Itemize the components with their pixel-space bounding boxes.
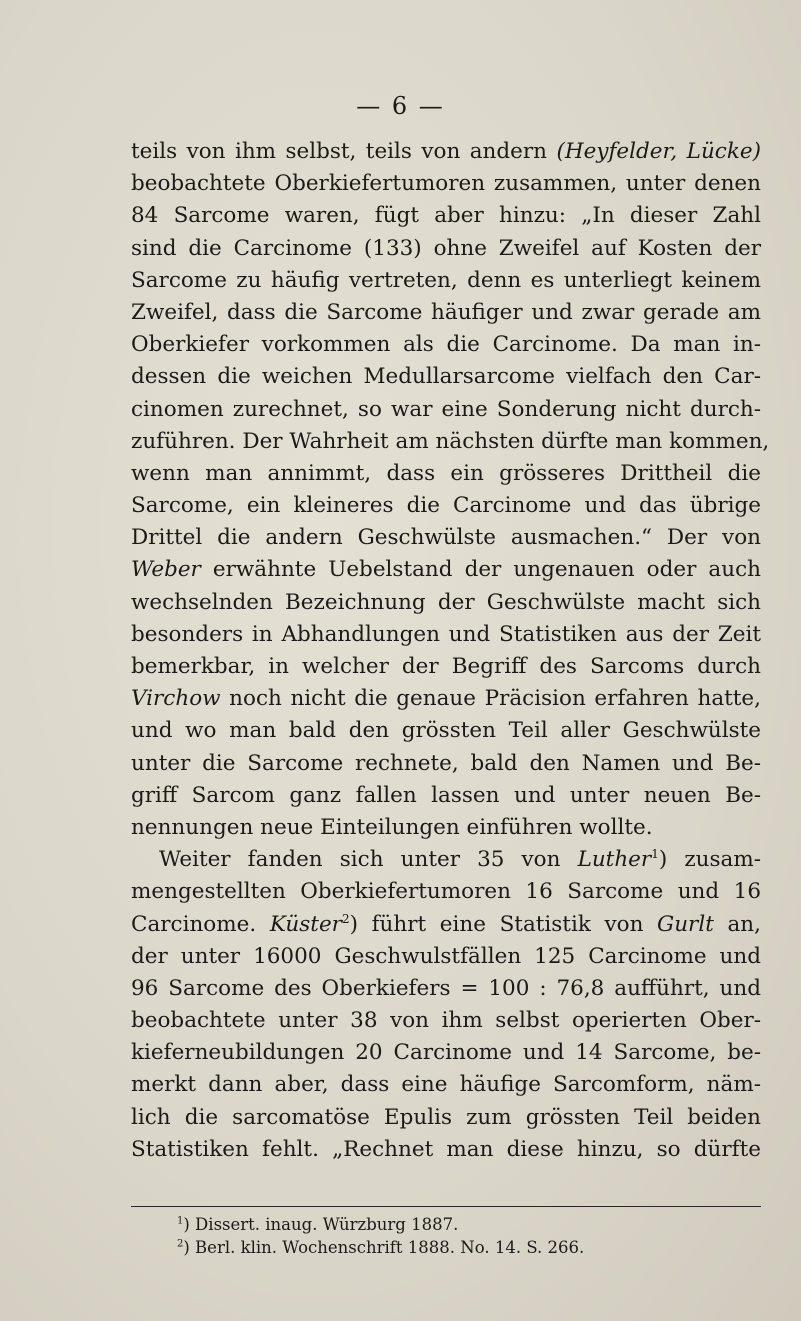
footnote-ref-2: 2 bbox=[341, 911, 350, 926]
text-line: 96 Sarcome des Oberkiefers = 100 : 76,8 aufführt, und bbox=[131, 975, 761, 1001]
text-line: besonders in Abhandlungen und Statistiken aus der Zeit bbox=[131, 621, 761, 647]
text-line: kieferneubildungen 20 Carcinome und 14 Sarcome, be- bbox=[131, 1040, 761, 1066]
text-line: Drittel die andern Geschwülste ausmachen.“ Der von bbox=[131, 525, 761, 551]
author-weber: Weber bbox=[131, 557, 201, 583]
text-line: zuführen. Der Wahrheit am nächsten dürfte man kommen, bbox=[131, 428, 770, 454]
text-line: cinomen zurechnet, so war eine Sonderung nicht durch- bbox=[131, 396, 761, 422]
text-line: wenn man annimmt, dass ein grösseres Drittheil die bbox=[131, 460, 761, 486]
footnote-ref-1: 1 bbox=[651, 846, 659, 861]
text-line: Weiter fanden sich unter 35 von Luther$^1$) zusam- bbox=[159, 846, 761, 873]
text-line: beobachtete Oberkiefertumoren zusammen, unter denen bbox=[131, 171, 761, 197]
text-line: nennungen neue Einteilungen einführen wollte. bbox=[131, 814, 653, 840]
text-line: Sarcome, ein kleineres die Carcinome und das übrige bbox=[131, 493, 761, 519]
body-text bbox=[131, 136, 770, 1166]
footnote-2: $^2$) Berl. klin. Wochenschrift 1888. No. 14. S. 266. bbox=[177, 1238, 585, 1257]
text-line: beobachtete unter 38 von ihm selbst operierten Ober- bbox=[131, 1008, 761, 1034]
text-line: griff Sarcom ganz fallen lassen und unter neuen Be- bbox=[131, 782, 761, 808]
text-line: lich die sarcomatöse Epulis zum grössten Teil beiden bbox=[131, 1104, 761, 1130]
text-line: der unter 16000 Geschwulstfällen 125 Carcinome und bbox=[131, 943, 761, 969]
text-line: unter die Sarcome rechnete, bald den Namen und Be- bbox=[131, 750, 761, 776]
author-kuester: Küster bbox=[269, 911, 342, 937]
text-line: teils von ihm selbst, teils von andern (Heyfelder, Lücke) bbox=[131, 139, 761, 164]
author-gurlt: Gurlt bbox=[657, 911, 714, 937]
text-line: Sarcome zu häufig vertreten, denn es unterliegt keinem bbox=[131, 267, 761, 293]
text-line: und wo man bald den grössten Teil aller Geschwülste bbox=[131, 718, 761, 744]
footnote-divider bbox=[131, 1206, 761, 1207]
author-virchow: Virchow bbox=[131, 686, 221, 712]
citation-names: (Heyfelder, Lücke) bbox=[556, 139, 761, 164]
author-luther: Luther bbox=[577, 847, 652, 873]
text-line: Oberkiefer vorkommen als die Carcinome. Da man in- bbox=[131, 332, 761, 358]
footnote-1: $^1$) Dissert. inaug. Würzburg 1887. bbox=[177, 1215, 459, 1234]
text-line: Carcinome. Küster$^2$) führt eine Statistik von Gurlt an, bbox=[131, 911, 761, 937]
text-line: Statistiken fehlt. „Rechnet man diese hinzu, so dürfte bbox=[131, 1136, 761, 1162]
text-line: Virchow noch nicht die genaue Präcision erfahren hatte, bbox=[131, 686, 761, 712]
text-line: mengestellten Oberkiefertumoren 16 Sarcome und 16 bbox=[131, 879, 761, 905]
text-line: wechselnden Bezeichnung der Geschwülste macht sich bbox=[131, 589, 761, 615]
text-line: dessen die weichen Medullarsarcome vielfach den Car- bbox=[131, 364, 761, 390]
footnotes bbox=[177, 1213, 737, 1259]
text-line: 84 Sarcome waren, fügt aber hinzu: „In dieser Zahl bbox=[131, 203, 761, 229]
page-number: — 6 — bbox=[356, 92, 445, 120]
text-line: Weber erwähnte Uebelstand der ungenauen oder auch bbox=[131, 557, 761, 583]
text-line: Zweifel, dass die Sarcome häufiger und zwar gerade am bbox=[131, 299, 761, 325]
text-line: merkt dann aber, dass eine häufige Sarcomform, näm- bbox=[131, 1072, 761, 1098]
text-line: bemerkbar, in welcher der Begriff des Sarcoms durch bbox=[131, 654, 761, 679]
text-line: sind die Carcinome (133) ohne Zweifel auf Kosten der bbox=[131, 235, 761, 261]
